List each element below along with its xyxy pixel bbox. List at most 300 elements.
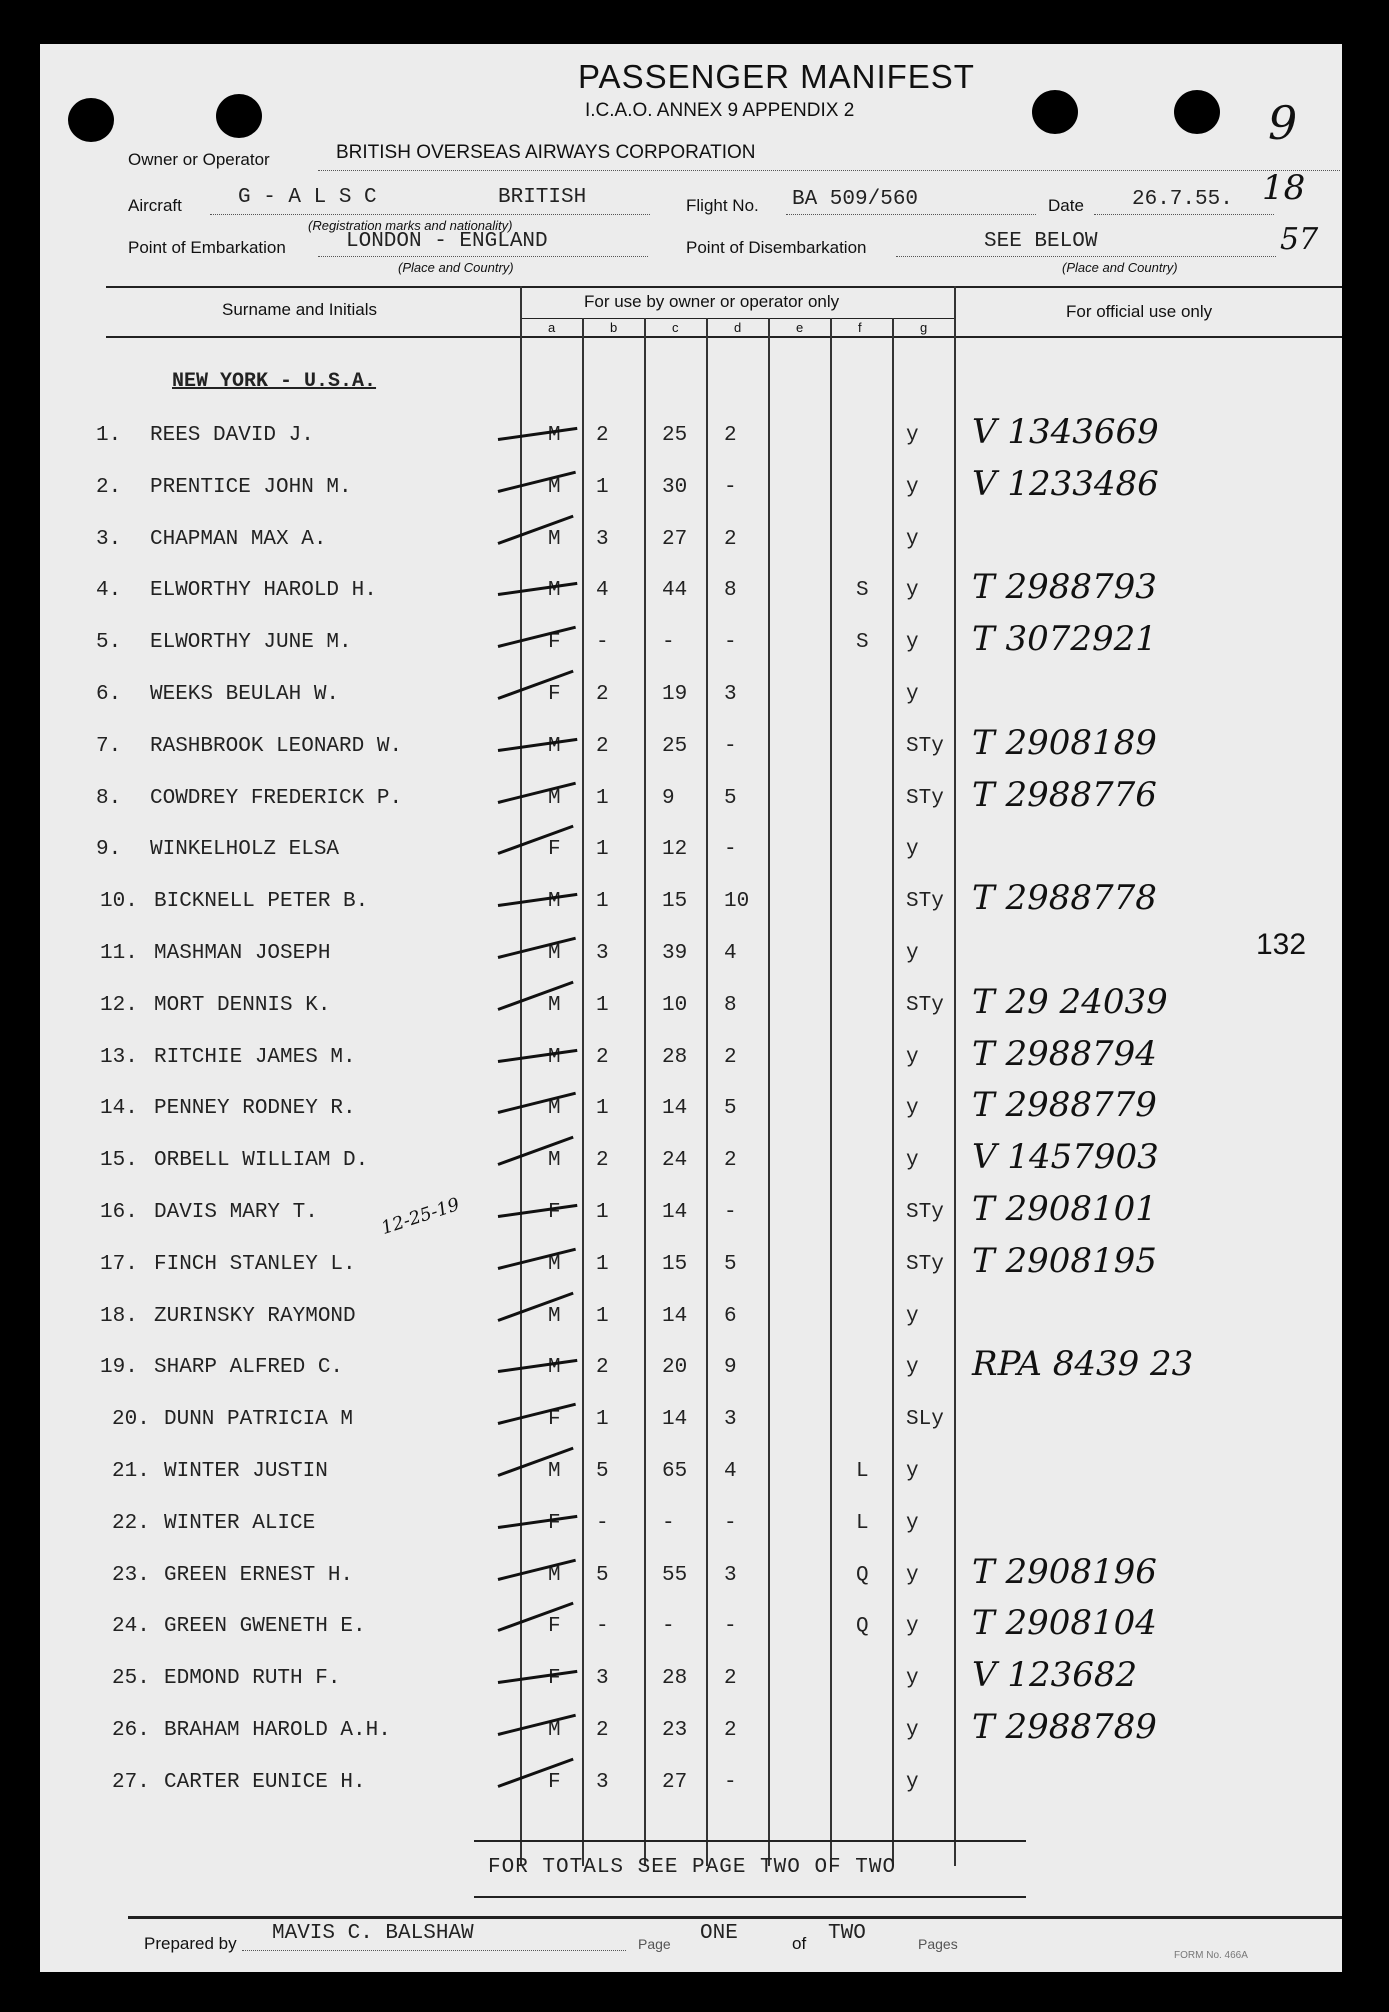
passenger-row: [0, 567, 1389, 619]
col-c-age: 30: [662, 476, 688, 499]
col-g: y: [906, 942, 919, 965]
col-b: 2: [596, 1046, 609, 1069]
col-g: STy: [906, 994, 944, 1017]
col-a-sex: M: [548, 1097, 561, 1120]
col-c-age: 20: [662, 1356, 688, 1379]
col-c-age: 15: [662, 890, 688, 913]
col-a-sex: M: [548, 1564, 561, 1587]
col-g: y: [906, 1097, 919, 1120]
passenger-row: [0, 878, 1389, 930]
col-g: STy: [906, 1253, 944, 1276]
passenger-name: EDMOND RUTH F.: [164, 1667, 341, 1690]
subcolumn-letter-b: b: [610, 320, 618, 335]
embark-note: (Place and Country): [398, 260, 514, 275]
col-c-age: 23: [662, 1719, 688, 1742]
passenger-name: REES DAVID J.: [150, 424, 314, 447]
row-number: 17.: [100, 1253, 138, 1276]
flight-label: Flight No.: [686, 196, 759, 215]
col-d: 5: [724, 1253, 737, 1276]
col-owner-header: For use by owner or operator only: [584, 292, 840, 311]
col-c-age: 24: [662, 1149, 688, 1172]
date-handwritten: 18: [1262, 168, 1306, 208]
row-number: 22.: [112, 1512, 150, 1535]
col-d: 8: [724, 994, 737, 1017]
col-b: 5: [596, 1460, 609, 1483]
punch-hole: [1174, 90, 1220, 134]
col-b: 2: [596, 735, 609, 758]
aircraft-label: Aircraft: [128, 196, 182, 215]
aircraft-nationality: BRITISH: [498, 186, 587, 209]
passenger-row: [0, 1408, 1389, 1448]
col-a-sex: M: [548, 1356, 561, 1379]
official-entry: T 2988793: [972, 567, 1157, 607]
col-d: 3: [724, 1408, 737, 1431]
col-a-sex: F: [548, 838, 561, 861]
col-b: 1: [596, 1253, 609, 1276]
col-d: 4: [724, 942, 737, 965]
passenger-name: ZURINSKY RAYMOND: [154, 1305, 356, 1328]
col-d: 2: [724, 528, 737, 551]
row-number: 8.: [96, 787, 122, 810]
col-d: 3: [724, 683, 737, 706]
subcolumn-rule: [522, 318, 954, 319]
official-entry: RPA 8439 23: [972, 1344, 1194, 1384]
passenger-name: GREEN GWENETH E.: [164, 1615, 366, 1638]
owner-value: BRITISH OVERSEAS AIRWAYS CORPORATION: [336, 142, 756, 163]
col-g: y: [906, 1512, 919, 1535]
col-g: y: [906, 579, 919, 602]
official-entry: T 2908195: [972, 1241, 1157, 1281]
passenger-name: ELWORTHY HAROLD H.: [150, 579, 377, 602]
check-mark: [498, 1359, 578, 1373]
passenger-row: [0, 775, 1389, 827]
date-value: 26.7.55.: [1132, 188, 1233, 211]
side-number: 132: [1256, 928, 1307, 961]
destination-heading: NEW YORK - U.S.A.: [172, 370, 377, 393]
subcolumn-letter-f: f: [858, 320, 862, 335]
totals-top-rule: [474, 1840, 1026, 1842]
passenger-name: PENNEY RODNEY R.: [154, 1097, 356, 1120]
col-d: 5: [724, 787, 737, 810]
subcolumn-letter-d: d: [734, 320, 742, 335]
passenger-name: WINTER ALICE: [164, 1512, 316, 1535]
passenger-row: [0, 464, 1389, 516]
passenger-row: [0, 619, 1389, 671]
passenger-row: [0, 1771, 1389, 1811]
passenger-name: FINCH STANLEY L.: [154, 1253, 356, 1276]
col-b: 2: [596, 1719, 609, 1742]
row-number: 6.: [96, 683, 122, 706]
col-a-sex: F: [548, 631, 561, 654]
col-b: 2: [596, 1149, 609, 1172]
of-value: TWO: [828, 1922, 866, 1945]
col-c-age: 28: [662, 1046, 688, 1069]
row-number: 23.: [112, 1564, 150, 1587]
col-c-age: 27: [662, 528, 688, 551]
official-entry: T 2988789: [972, 1707, 1157, 1747]
table-top-rule: [106, 286, 1342, 288]
passenger-name: MORT DENNIS K.: [154, 994, 331, 1017]
col-g: y: [906, 424, 919, 447]
passenger-row: [0, 1241, 1389, 1293]
embark-label: Point of Embarkation: [128, 238, 286, 257]
check-mark: [498, 582, 578, 596]
col-c-age: 55: [662, 1564, 688, 1587]
col-b: 1: [596, 890, 609, 913]
row-number: 19.: [100, 1356, 138, 1379]
col-official-header: For official use only: [1066, 302, 1213, 321]
check-mark: [498, 1670, 578, 1684]
flight-number: BA 509/560: [792, 188, 919, 211]
handwritten-note-16: 12-25-19: [378, 1194, 463, 1239]
row-number: 14.: [100, 1097, 138, 1120]
official-entry: T 2908101: [972, 1189, 1157, 1229]
col-d: 5: [724, 1097, 737, 1120]
col-b: 3: [596, 1667, 609, 1690]
col-c-age: 27: [662, 1771, 688, 1794]
passenger-name: RASHBROOK LEONARD W.: [150, 735, 403, 758]
check-mark: [498, 738, 578, 752]
passenger-name: CARTER EUNICE H.: [164, 1771, 366, 1794]
col-g: y: [906, 1564, 919, 1587]
col-g: STy: [906, 735, 944, 758]
punch-hole: [1032, 90, 1078, 134]
col-a-sex: M: [548, 1046, 561, 1069]
col-a-sex: M: [548, 1305, 561, 1328]
official-entry: V 1457903: [972, 1137, 1159, 1177]
passenger-name: BICKNELL PETER B.: [154, 890, 369, 913]
col-b: 3: [596, 942, 609, 965]
row-number: 2.: [96, 476, 122, 499]
passenger-name: MASHMAN JOSEPH: [154, 942, 331, 965]
col-d: 8: [724, 579, 737, 602]
date-handwritten-2: 57: [1280, 222, 1319, 257]
col-d: -: [724, 1615, 737, 1638]
row-number: 21.: [112, 1460, 150, 1483]
col-b: 1: [596, 787, 609, 810]
col-d: -: [724, 1512, 737, 1535]
col-c-age: 39: [662, 942, 688, 965]
disembark-value: SEE BELOW: [984, 230, 1098, 253]
disembark-line: [896, 256, 1276, 257]
col-b: 2: [596, 683, 609, 706]
passenger-row: [0, 838, 1389, 878]
passenger-row: [0, 683, 1389, 723]
check-mark: [498, 1515, 578, 1529]
col-g: y: [906, 1719, 919, 1742]
col-d: -: [724, 631, 737, 654]
page-label: Page: [638, 1936, 671, 1952]
prepared-label: Prepared by: [144, 1934, 237, 1953]
date-line: [1094, 214, 1274, 215]
passenger-name: WINKELHOLZ ELSA: [150, 838, 340, 861]
punch-hole: [68, 98, 114, 142]
col-d: 6: [724, 1305, 737, 1328]
row-number: 9.: [96, 838, 122, 861]
subcolumn-letter-e: e: [796, 320, 804, 335]
col-d: -: [724, 1771, 737, 1794]
col-a-sex: M: [548, 1719, 561, 1742]
col-b: 1: [596, 1408, 609, 1431]
prepared-value: MAVIS C. BALSHAW: [272, 1922, 474, 1945]
official-entry: V 1233486: [972, 464, 1159, 504]
col-g: y: [906, 1305, 919, 1328]
passenger-row: [0, 1085, 1389, 1137]
col-g: STy: [906, 890, 944, 913]
official-entry: V 123682: [972, 1655, 1138, 1695]
subcolumn-letter-c: c: [672, 320, 679, 335]
col-f: L: [856, 1460, 869, 1483]
official-entry: T 2908196: [972, 1552, 1157, 1592]
row-number: 7.: [96, 735, 122, 758]
passenger-row: [0, 982, 1389, 1034]
passenger-row: [0, 1344, 1389, 1396]
passenger-row: [0, 1512, 1389, 1552]
row-number: 13.: [100, 1046, 138, 1069]
col-a-sex: F: [548, 683, 561, 706]
passenger-row: [0, 1707, 1389, 1759]
col-g: y: [906, 1615, 919, 1638]
passenger-row: [0, 1034, 1389, 1086]
col-a-sex: M: [548, 579, 561, 602]
row-number: 10.: [100, 890, 138, 913]
subcolumn-letter-g: g: [920, 320, 928, 335]
passenger-row: [0, 1552, 1389, 1604]
col-a-sex: M: [548, 994, 561, 1017]
row-number: 16.: [100, 1201, 138, 1224]
row-number: 5.: [96, 631, 122, 654]
col-b: 2: [596, 1356, 609, 1379]
page-mark-handwritten: 9: [1268, 96, 1298, 150]
row-number: 11.: [100, 942, 138, 965]
passenger-name: COWDREY FREDERICK P.: [150, 787, 403, 810]
page-subtitle: I.C.A.O. ANNEX 9 APPENDIX 2: [585, 100, 855, 121]
col-g: STy: [906, 787, 944, 810]
col-b: -: [596, 1512, 609, 1535]
col-b: 3: [596, 1771, 609, 1794]
col-f: S: [856, 631, 869, 654]
col-b: 1: [596, 1201, 609, 1224]
col-b: 1: [596, 1097, 609, 1120]
col-a-sex: M: [548, 890, 561, 913]
col-b: 1: [596, 1305, 609, 1328]
check-mark: [498, 1204, 578, 1218]
subcolumn-letter-a: a: [548, 320, 556, 335]
col-d: 2: [724, 1667, 737, 1690]
col-d: 3: [724, 1564, 737, 1587]
owner-label: Owner or Operator: [128, 150, 270, 169]
col-b: -: [596, 1615, 609, 1638]
col-b: -: [596, 631, 609, 654]
passenger-row: [0, 1305, 1389, 1345]
col-b: 1: [596, 838, 609, 861]
punch-hole: [216, 94, 262, 138]
col-a-sex: M: [548, 424, 561, 447]
row-number: 25.: [112, 1667, 150, 1690]
passenger-row: [0, 1189, 1389, 1241]
col-a-sex: M: [548, 1253, 561, 1276]
passenger-name: WINTER JUSTIN: [164, 1460, 328, 1483]
col-f: Q: [856, 1615, 869, 1638]
col-a-sex: F: [548, 1408, 561, 1431]
row-number: 27.: [112, 1771, 150, 1794]
col-g: y: [906, 631, 919, 654]
embark-line: [318, 256, 648, 257]
col-a-sex: M: [548, 787, 561, 810]
col-d: 10: [724, 890, 750, 913]
footer-rule: [128, 1916, 1342, 1919]
col-g: y: [906, 1771, 919, 1794]
totals-bottom-rule: [474, 1896, 1026, 1898]
official-entry: T 2988779: [972, 1085, 1157, 1125]
col-d: -: [724, 1201, 737, 1224]
col-d: 9: [724, 1356, 737, 1379]
official-entry: T 2988776: [972, 775, 1157, 815]
col-a-sex: M: [548, 528, 561, 551]
official-entry: T 2908189: [972, 723, 1157, 763]
passenger-name: ORBELL WILLIAM D.: [154, 1149, 369, 1172]
col-g: y: [906, 838, 919, 861]
passenger-name: DAVIS MARY T.: [154, 1201, 318, 1224]
check-mark: [498, 893, 578, 907]
pages-label: Pages: [918, 1936, 958, 1952]
passenger-row: [0, 1137, 1389, 1189]
col-b: 5: [596, 1564, 609, 1587]
passenger-row: [0, 1460, 1389, 1500]
official-entry: T 2908104: [972, 1603, 1157, 1643]
col-a-sex: F: [548, 1667, 561, 1690]
page-value: ONE: [700, 1922, 738, 1945]
col-g: y: [906, 1667, 919, 1690]
col-g: y: [906, 683, 919, 706]
col-c-age: 25: [662, 424, 688, 447]
aircraft-registration: G - A L S C: [238, 186, 377, 209]
passenger-name: SHARP ALFRED C.: [154, 1356, 344, 1379]
table-header-rule: [106, 336, 1342, 338]
passenger-name: BRAHAM HAROLD A.H.: [164, 1719, 391, 1742]
col-a-sex: M: [548, 1460, 561, 1483]
col-a-sex: M: [548, 476, 561, 499]
col-b: 2: [596, 424, 609, 447]
row-number: 4.: [96, 579, 122, 602]
row-number: 15.: [100, 1149, 138, 1172]
col-c-age: 25: [662, 735, 688, 758]
passenger-name: ELWORTHY JUNE M.: [150, 631, 352, 654]
row-number: 24.: [112, 1615, 150, 1638]
passenger-row: [0, 723, 1389, 775]
col-a-sex: F: [548, 1201, 561, 1224]
official-entry: T 2988794: [972, 1034, 1157, 1074]
owner-line: [318, 170, 1340, 171]
passenger-name: CHAPMAN MAX A.: [150, 528, 327, 551]
col-c-age: 14: [662, 1305, 688, 1328]
col-c-age: 44: [662, 579, 688, 602]
page-title: PASSENGER MANIFEST: [578, 58, 975, 95]
col-c-age: 65: [662, 1460, 688, 1483]
col-b: 3: [596, 528, 609, 551]
col-f: S: [856, 579, 869, 602]
col-a-sex: F: [548, 1771, 561, 1794]
col-c-age: 9: [662, 787, 675, 810]
passenger-row: [0, 942, 1389, 982]
col-c-age: -: [662, 631, 675, 654]
embark-value: LONDON - ENGLAND: [346, 230, 548, 253]
row-number: 1.: [96, 424, 122, 447]
col-f: L: [856, 1512, 869, 1535]
col-a-sex: M: [548, 942, 561, 965]
row-number: 26.: [112, 1719, 150, 1742]
official-entry: T 29 24039: [972, 982, 1168, 1022]
col-d: 2: [724, 1046, 737, 1069]
col-a-sex: F: [548, 1512, 561, 1535]
col-c-age: 14: [662, 1097, 688, 1120]
official-entry: V 1343669: [972, 412, 1159, 452]
registration-note: (Registration marks and nationality): [308, 218, 513, 233]
col-c-age: 10: [662, 994, 688, 1017]
col-d: 2: [724, 1719, 737, 1742]
check-mark: [498, 1049, 578, 1063]
form-number: FORM No. 466A: [1174, 1950, 1248, 1961]
col-c-age: -: [662, 1615, 675, 1638]
passenger-row: [0, 1655, 1389, 1707]
col-b: 1: [596, 994, 609, 1017]
passenger-name: RITCHIE JAMES M.: [154, 1046, 356, 1069]
col-g: y: [906, 1460, 919, 1483]
official-entry: T 2988778: [972, 878, 1157, 918]
passenger-name: DUNN PATRICIA M: [164, 1408, 354, 1431]
col-g: y: [906, 528, 919, 551]
passenger-name: WEEKS BEULAH W.: [150, 683, 340, 706]
col-c-age: 14: [662, 1201, 688, 1224]
passenger-name: GREEN ERNEST H.: [164, 1564, 354, 1587]
of-label: of: [792, 1934, 807, 1953]
row-number: 3.: [96, 528, 122, 551]
col-d: -: [724, 838, 737, 861]
col-c-age: 28: [662, 1667, 688, 1690]
col-g: y: [906, 1356, 919, 1379]
col-a-sex: M: [548, 735, 561, 758]
col-g: y: [906, 1149, 919, 1172]
check-mark: [498, 427, 578, 441]
totals-note: FOR TOTALS SEE PAGE TWO OF TWO: [488, 1856, 897, 1879]
disembark-label: Point of Disembarkation: [686, 238, 867, 257]
row-number: 12.: [100, 994, 138, 1017]
passenger-name: PRENTICE JOHN M.: [150, 476, 352, 499]
col-d: 2: [724, 424, 737, 447]
official-entry: T 3072921: [972, 619, 1157, 659]
prepared-line: [242, 1950, 626, 1951]
col-c-age: 15: [662, 1253, 688, 1276]
col-b: 1: [596, 476, 609, 499]
col-a-sex: F: [548, 1615, 561, 1638]
col-d: 2: [724, 1149, 737, 1172]
passenger-row: [0, 1603, 1389, 1655]
aircraft-line: [210, 214, 650, 215]
col-g: STy: [906, 1201, 944, 1224]
passenger-row: [0, 412, 1389, 464]
col-b: 4: [596, 579, 609, 602]
col-f: Q: [856, 1564, 869, 1587]
col-c-age: 12: [662, 838, 688, 861]
col-g: SLy: [906, 1408, 944, 1431]
col-g: y: [906, 1046, 919, 1069]
flight-line: [786, 214, 1036, 215]
col-d: -: [724, 735, 737, 758]
col-surname-header: Surname and Initials: [222, 300, 377, 319]
col-d: -: [724, 476, 737, 499]
col-a-sex: M: [548, 1149, 561, 1172]
row-number: 20.: [112, 1408, 150, 1431]
